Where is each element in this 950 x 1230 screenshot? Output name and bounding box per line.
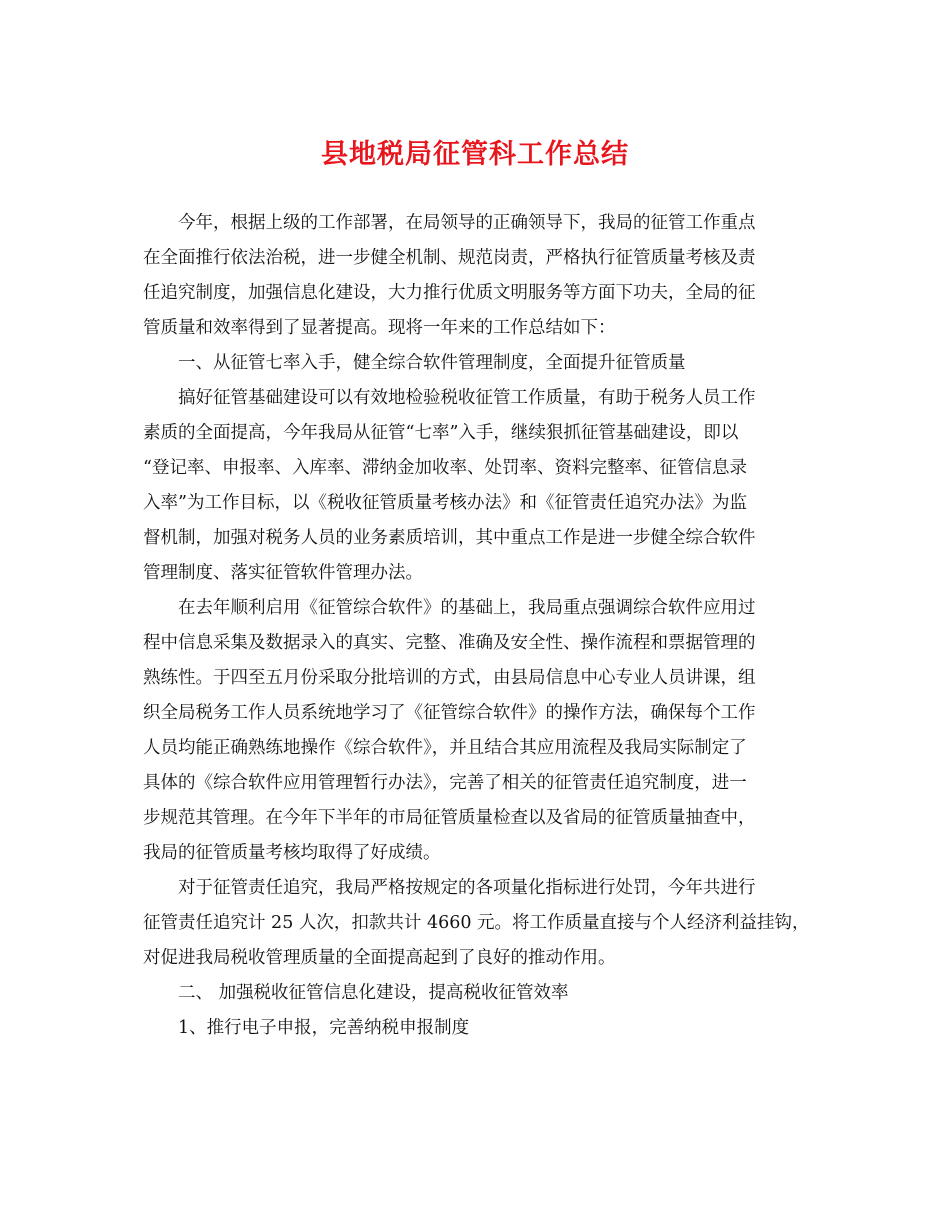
body-line: 管质量和效率得到了显著提高。现将一年来的工作总结如下： (143, 318, 616, 338)
body-line: 具体的《综合软件应用管理暂行办法》，完善了相关的征管责任追究制度，进一 (143, 773, 747, 793)
body-line: 程中信息采集及数据录入的真实、完整、准确及安全性、操作流程和票据管理的 (143, 633, 756, 653)
body-line: 对促进我局税收管理质量的全面提高起到了良好的推动作用。 (143, 948, 616, 968)
section-heading: 一、从征管七率入手，健全综合软件管理制度，全面提升征管质量 (178, 353, 686, 373)
body-line: 步规范其管理。在今年下半年的市局征管质量检查以及省局的征管质量抽查中， (143, 808, 756, 828)
subsection-heading: 1、推行电子申报，完善纳税申报制度 (178, 1018, 470, 1038)
body-line: 搞好征管基础建设可以有效地检验税收征管工作质量，有助于税务人员工作 (178, 388, 756, 408)
body-line: 督机制，加强对税务人员的业务素质培训，其中重点工作是进一步健全综合软件 (143, 528, 756, 548)
section-heading: 二、 加强税收征管信息化建设，提高税收征管效率 (178, 983, 569, 1003)
body-line: 征管责任追究计 25 人次，扣款共计 4660 元。将工作质量直接与个人经济利益挂钩， (143, 913, 810, 933)
body-line: 素质的全面提高，今年我局从征管“七率”入手，继续狠抓征管基础建设，即以 (143, 423, 739, 443)
body-line: “登记率、申报率、入库率、滞纳金加收率、处罚率、资料完整率、征管信息录 (143, 458, 747, 478)
body-line: 我局的征管质量考核均取得了好成绩。 (143, 843, 441, 863)
body-line: 人员均能正确熟练地操作《综合软件》，并且结合其应用流程及我局实际制定了 (143, 738, 747, 758)
document-body (143, 206, 823, 1046)
body-line: 管理制度、落实征管软件管理办法。 (143, 563, 423, 583)
body-line: 熟练性。于四至五月份采取分批培训的方式，由县局信息中心专业人员讲课，组 (143, 668, 756, 688)
body-line: 任追究制度，加强信息化建设，大力推行优质文明服务等方面下功夫，全局的征 (143, 283, 756, 303)
body-line: 在全面推行依法治税，进一步健全机制、规范岗责，严格执行征管质量考核及责 (143, 248, 756, 268)
body-line: 对于征管责任追究，我局严格按规定的各项量化指标进行处罚，今年共进行 (178, 878, 756, 898)
document-title: 县地税局征管科工作总结 (321, 139, 629, 170)
body-line: 织全局税务工作人员系统地学习了《征管综合软件》的操作方法，确保每个工作 (143, 703, 756, 723)
body-line: 入率”为工作目标，以《税收征管质量考核办法》和《征管责任追究办法》为监 (143, 493, 747, 513)
body-line: 在去年顺利启用《征管综合软件》的基础上，我局重点强调综合软件应用过 (178, 598, 756, 618)
body-line: 今年，根据上级的工作部署，在局领导的正确领导下，我局的征管工作重点 (178, 213, 756, 233)
